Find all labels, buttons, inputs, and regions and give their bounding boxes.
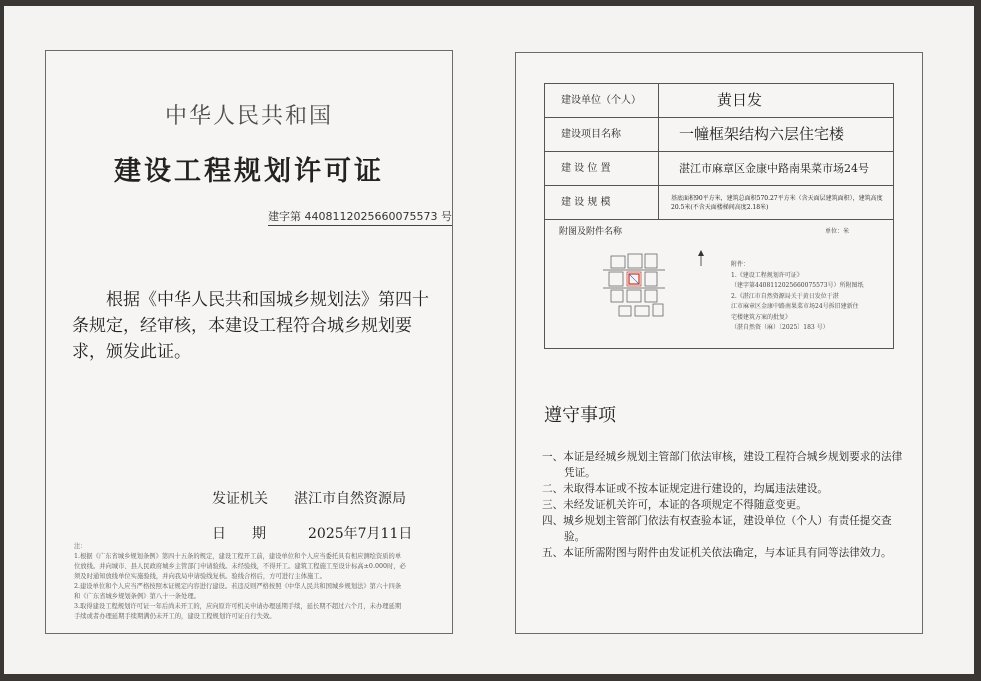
list-item: 三、未经发证机关许可，本证的各项规定不得随意变更。 xyxy=(542,499,807,511)
row-value: 湛江市麻章区金康中路南果菜市场24号 xyxy=(679,162,869,175)
list-item: 四、城乡规划主管部门依法有权查验本证，建设单位（个人）有责任提交查验。 xyxy=(542,515,892,543)
table-row xyxy=(545,152,893,186)
row-label: 建 设 位 置 xyxy=(545,152,659,185)
date-value: 2025年7月11日 xyxy=(308,526,413,542)
permit-detail-panel xyxy=(515,52,923,634)
permit-cover-panel xyxy=(45,50,453,634)
row-label: 建 设 规 模 xyxy=(545,186,659,219)
certificate-sheet xyxy=(4,6,974,674)
table-row xyxy=(545,118,893,152)
table-row xyxy=(545,186,893,220)
note-line: 和《广东省城乡规划条例》第八十一条处理。 xyxy=(74,593,200,600)
attachment-text xyxy=(731,260,891,334)
unit-label: 单位：米 xyxy=(824,228,849,235)
list-item: 二、未取得本证或不按本证规定进行建设的，均属违法建设。 xyxy=(542,483,829,495)
row-label: 建设单位（个人） xyxy=(545,84,659,117)
row-value: 基底面积90平方米，建筑总面积570.27平方米（含天面层建筑面积），建筑高度20.5米(不含天面楼梯间高度2.18米) xyxy=(671,195,883,211)
attachment-line: （湛自然资（麻）〔2025〕183 号） xyxy=(731,324,829,331)
notes-block xyxy=(74,542,439,622)
country-heading: 中华人民共和国 xyxy=(164,104,333,129)
observance-list xyxy=(542,449,910,561)
attachment-line: 宅楼建筑方案的批复》 xyxy=(731,313,792,321)
attachment-label: 附图及附件名称 xyxy=(559,227,623,237)
note-line: 位放线。并向城市、县人民政府城乡主管部门申请验线。未经验线，不得开工。建筑工程施工至设计标高±0.000时，必 xyxy=(74,563,406,570)
permit-body-text: 根据《中华人民共和国城乡规划法》第四十条规定，经审核，本建设工程符合城乡规划要求，颁发此证。 xyxy=(72,290,429,362)
date-label: 日期 xyxy=(212,526,292,542)
site-plan-thumbnail xyxy=(593,242,713,342)
attachment-line: （建字第440811202566007​5573号）所附图纸 xyxy=(731,282,864,289)
note-line: 注： xyxy=(74,543,87,550)
attachment-line: 1.《建设工程规划许可证》 xyxy=(731,271,803,279)
note-line: 3.取得建设工程规划许可证一年后尚未开工的，应向原许可机关申请办理延期手续，延长期不超过六个月，未办理延期 xyxy=(74,603,402,610)
note-line: 须及时通知放线单位实施验线，并向我局申请验线复核。验线合格后，方可进行主体施工。 xyxy=(74,573,326,580)
attachment-line: 2.《湛江市自然资源局关于黄日发位于湛 xyxy=(731,292,839,300)
note-line: 1.根据《广东省城乡规划条例》第四十五条的规定，建设工程开工前，建设单位和个人应当委托具有相应测绘资质的单 xyxy=(74,553,402,560)
project-info-table xyxy=(544,83,894,349)
note-line: 手续或者办理延期手续期满仍未开工的，建设工程规划许可证自行失效。 xyxy=(74,613,276,620)
permit-title: 建设工程规划许可证 xyxy=(114,156,384,187)
issuer-label: 发证机关 xyxy=(212,491,268,507)
attachment-row xyxy=(545,220,893,348)
row-label: 建设项目名称 xyxy=(545,118,659,151)
north-arrow-icon xyxy=(698,250,704,266)
issuer-value: 湛江市自然资源局 xyxy=(294,491,406,507)
table-row xyxy=(545,84,893,118)
list-item: 一、本证是经城乡规划主管部门依法审核，建设工程符合城乡规划要求的法律凭证。 xyxy=(542,451,903,479)
row-value: 黄日发 xyxy=(717,91,763,109)
row-value: 一幢框架结构六层住宅楼 xyxy=(679,125,845,143)
observance-heading: 遵守事项 xyxy=(544,405,616,426)
attachment-line: 江市麻章区金康中路南果菜市场24号拆旧建新住 xyxy=(731,303,859,310)
attachment-line: 附件： xyxy=(731,261,750,268)
list-item: 五、本证所需附图与附件由发证机关依法确定，与本证具有同等法律效力。 xyxy=(542,547,892,559)
permit-number: 建字第 440811202566007​5573 号 xyxy=(268,208,452,226)
note-line: 2.建设单位和个人应当严格按照本证规定内容进行建设。若违反则严格按照《中华人民共和国城乡规划法》第六十四条 xyxy=(74,583,402,590)
